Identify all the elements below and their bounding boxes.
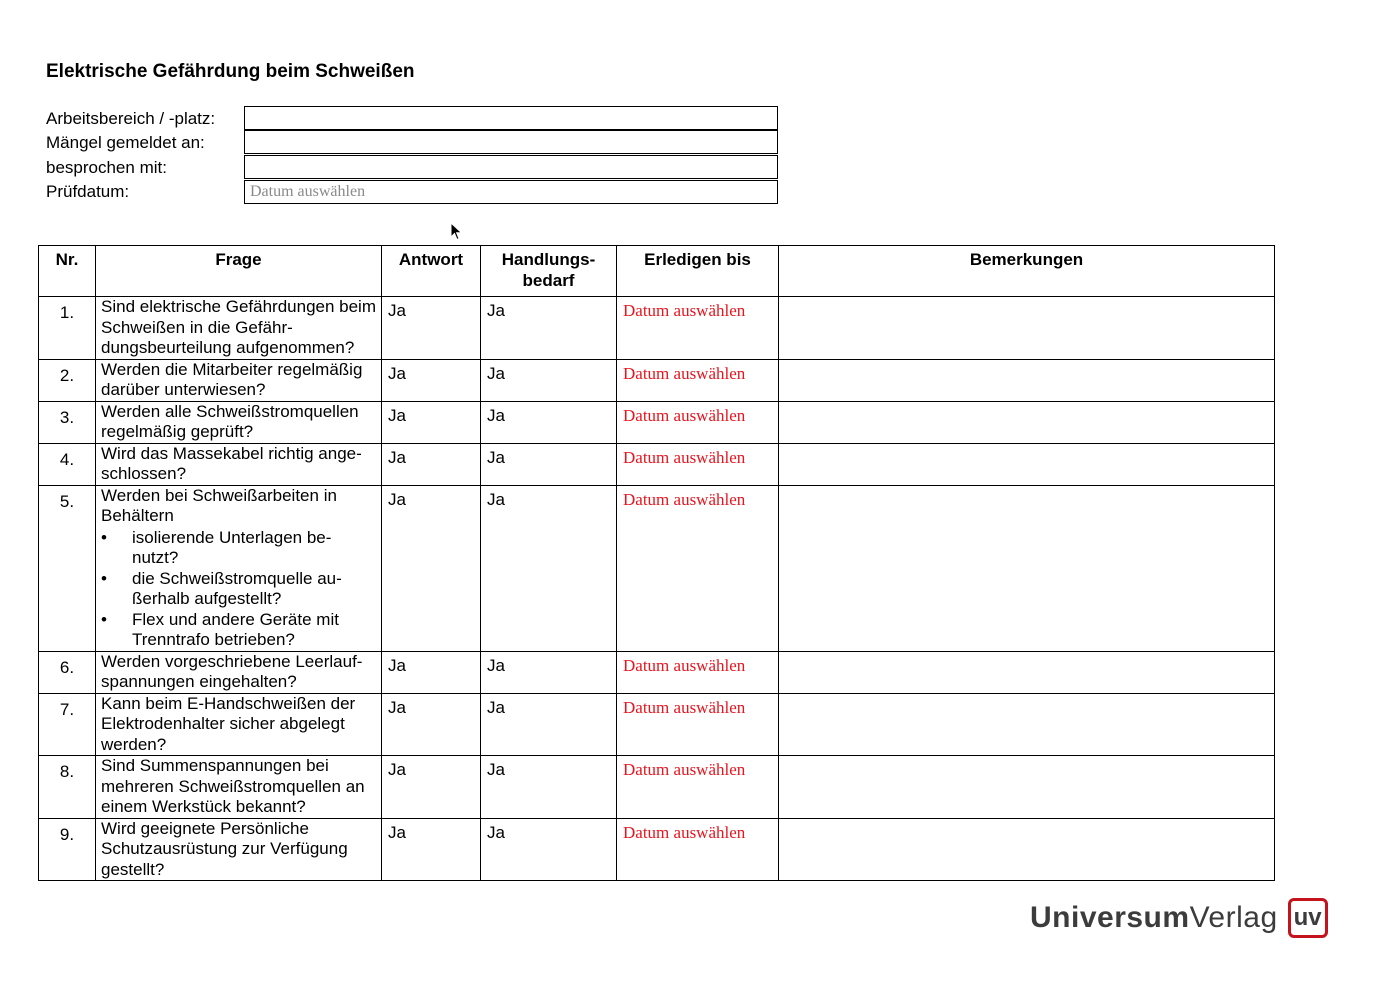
table-row (39, 756, 1275, 819)
antwort-dropdown[interactable]: Ja (382, 297, 481, 360)
label-besprochen: besprochen mit: (46, 158, 167, 177)
handlungsbedarf-dropdown[interactable]: Ja (481, 297, 617, 360)
arbeitsbereich-field[interactable] (244, 106, 778, 130)
row-number: 8. (39, 756, 96, 819)
uv-logo-mark: uv (1288, 898, 1328, 938)
bemerkungen-field[interactable] (779, 485, 1275, 651)
antwort-dropdown[interactable]: Ja (382, 818, 481, 881)
question-text: Werden bei Schweißarbeiten in Behältern (101, 485, 337, 525)
bemerkungen-field[interactable] (779, 651, 1275, 693)
question-text: Wird geeignete Persönliche Schutzausrüstung zur Verfügung gestellt? (96, 818, 382, 881)
bullet-item: • Flex und andere Geräte mit Trenntrafo betrieben? (101, 610, 377, 651)
antwort-dropdown[interactable]: Ja (382, 693, 481, 756)
table-row (39, 693, 1275, 756)
handlungsbedarf-dropdown[interactable]: Ja (481, 818, 617, 881)
antwort-dropdown[interactable]: Ja (382, 401, 481, 443)
col-header-bemerkungen: Bemerkungen (779, 246, 1275, 297)
col-header-handlungsbedarf: Handlungs-bedarf (481, 246, 617, 297)
erledigen-date-picker[interactable]: Datum auswählen (617, 359, 779, 401)
mouse-cursor-icon (450, 222, 464, 242)
bemerkungen-field[interactable] (779, 818, 1275, 881)
bemerkungen-field[interactable] (779, 693, 1275, 756)
antwort-dropdown[interactable]: Ja (382, 359, 481, 401)
bemerkungen-field[interactable] (779, 359, 1275, 401)
pruefdatum-picker[interactable]: Datum auswählen (244, 180, 778, 204)
logo-text-verlag: Verlag (1189, 901, 1278, 934)
antwort-dropdown[interactable]: Ja (382, 756, 481, 819)
bemerkungen-field[interactable] (779, 756, 1275, 819)
row-number: 3. (39, 401, 96, 443)
checklist-table (38, 245, 1275, 881)
table-row (39, 297, 1275, 360)
bemerkungen-field[interactable] (779, 443, 1275, 485)
row-number: 4. (39, 443, 96, 485)
handlungsbedarf-dropdown[interactable]: Ja (481, 693, 617, 756)
erledigen-date-picker[interactable]: Datum auswählen (617, 297, 779, 360)
erledigen-date-picker[interactable]: Datum auswählen (617, 693, 779, 756)
table-row (39, 651, 1275, 693)
col-header-frage: Frage (96, 246, 382, 297)
handlungsbedarf-dropdown[interactable]: Ja (481, 651, 617, 693)
erledigen-date-picker[interactable]: Datum auswählen (617, 756, 779, 819)
question-cell (96, 485, 382, 651)
question-text: Wird das Massekabel richtig ange-schlossen? (96, 443, 382, 485)
erledigen-date-picker[interactable]: Datum auswählen (617, 443, 779, 485)
table-row (39, 401, 1275, 443)
row-number: 5. (39, 485, 96, 651)
antwort-dropdown[interactable]: Ja (382, 485, 481, 651)
question-text: Werden vorgeschriebene Leerlauf-spannungen eingehalten? (96, 651, 382, 693)
row-number: 9. (39, 818, 96, 881)
label-arbeitsbereich: Arbeitsbereich / -platz: (46, 109, 216, 128)
question-text: Werden die Mitarbeiter regelmäßig darüber unterwiesen? (96, 359, 382, 401)
handlungsbedarf-dropdown[interactable]: Ja (481, 485, 617, 651)
handlungsbedarf-dropdown[interactable]: Ja (481, 359, 617, 401)
col-header-antwort: Antwort (382, 246, 481, 297)
logo-text-universum: Universum (1030, 901, 1190, 934)
page-title: Elektrische Gefährdung beim Schweißen (46, 61, 415, 82)
erledigen-date-picker[interactable]: Datum auswählen (617, 485, 779, 651)
question-text: Kann beim E-Handschweißen der Elektrodenhalter sicher abgelegt werden? (96, 693, 382, 756)
label-maengel: Mängel gemeldet an: (46, 133, 205, 152)
bullet-item: • die Schweißstromquelle au-ßerhalb aufgestellt? (101, 569, 377, 610)
table-row (39, 818, 1275, 881)
row-number: 2. (39, 359, 96, 401)
publisher-logo (1030, 898, 1328, 938)
table-row (39, 443, 1275, 485)
question-text: Werden alle Schweißstromquellen regelmäßig geprüft? (96, 401, 382, 443)
erledigen-date-picker[interactable]: Datum auswählen (617, 401, 779, 443)
label-pruefdatum: Prüfdatum: (46, 182, 130, 201)
question-text: Sind elektrische Gefährdungen beim Schweißen in die Gefähr-dungsbeurteilung aufgenommen? (96, 297, 382, 360)
handlungsbedarf-dropdown[interactable]: Ja (481, 756, 617, 819)
question-bullet-list (101, 528, 377, 651)
bemerkungen-field[interactable] (779, 401, 1275, 443)
handlungsbedarf-dropdown[interactable]: Ja (481, 401, 617, 443)
antwort-dropdown[interactable]: Ja (382, 651, 481, 693)
antwort-dropdown[interactable]: Ja (382, 443, 481, 485)
question-text: Sind Summenspannungen bei mehreren Schweißstromquellen an einem Werkstück bekannt? (96, 756, 382, 819)
erledigen-date-picker[interactable]: Datum auswählen (617, 651, 779, 693)
col-header-erledigen-bis: Erledigen bis (617, 246, 779, 297)
table-row (39, 485, 1275, 651)
besprochen-field[interactable] (244, 155, 778, 179)
row-number: 7. (39, 693, 96, 756)
row-number: 1. (39, 297, 96, 360)
handlungsbedarf-dropdown[interactable]: Ja (481, 443, 617, 485)
bullet-item: • isolierende Unterlagen be-nutzt? (101, 528, 377, 569)
row-number: 6. (39, 651, 96, 693)
col-header-nr: Nr. (39, 246, 96, 297)
maengel-field[interactable] (244, 130, 778, 154)
erledigen-date-picker[interactable]: Datum auswählen (617, 818, 779, 881)
table-row (39, 359, 1275, 401)
bemerkungen-field[interactable] (779, 297, 1275, 360)
table-header-row (39, 246, 1275, 297)
